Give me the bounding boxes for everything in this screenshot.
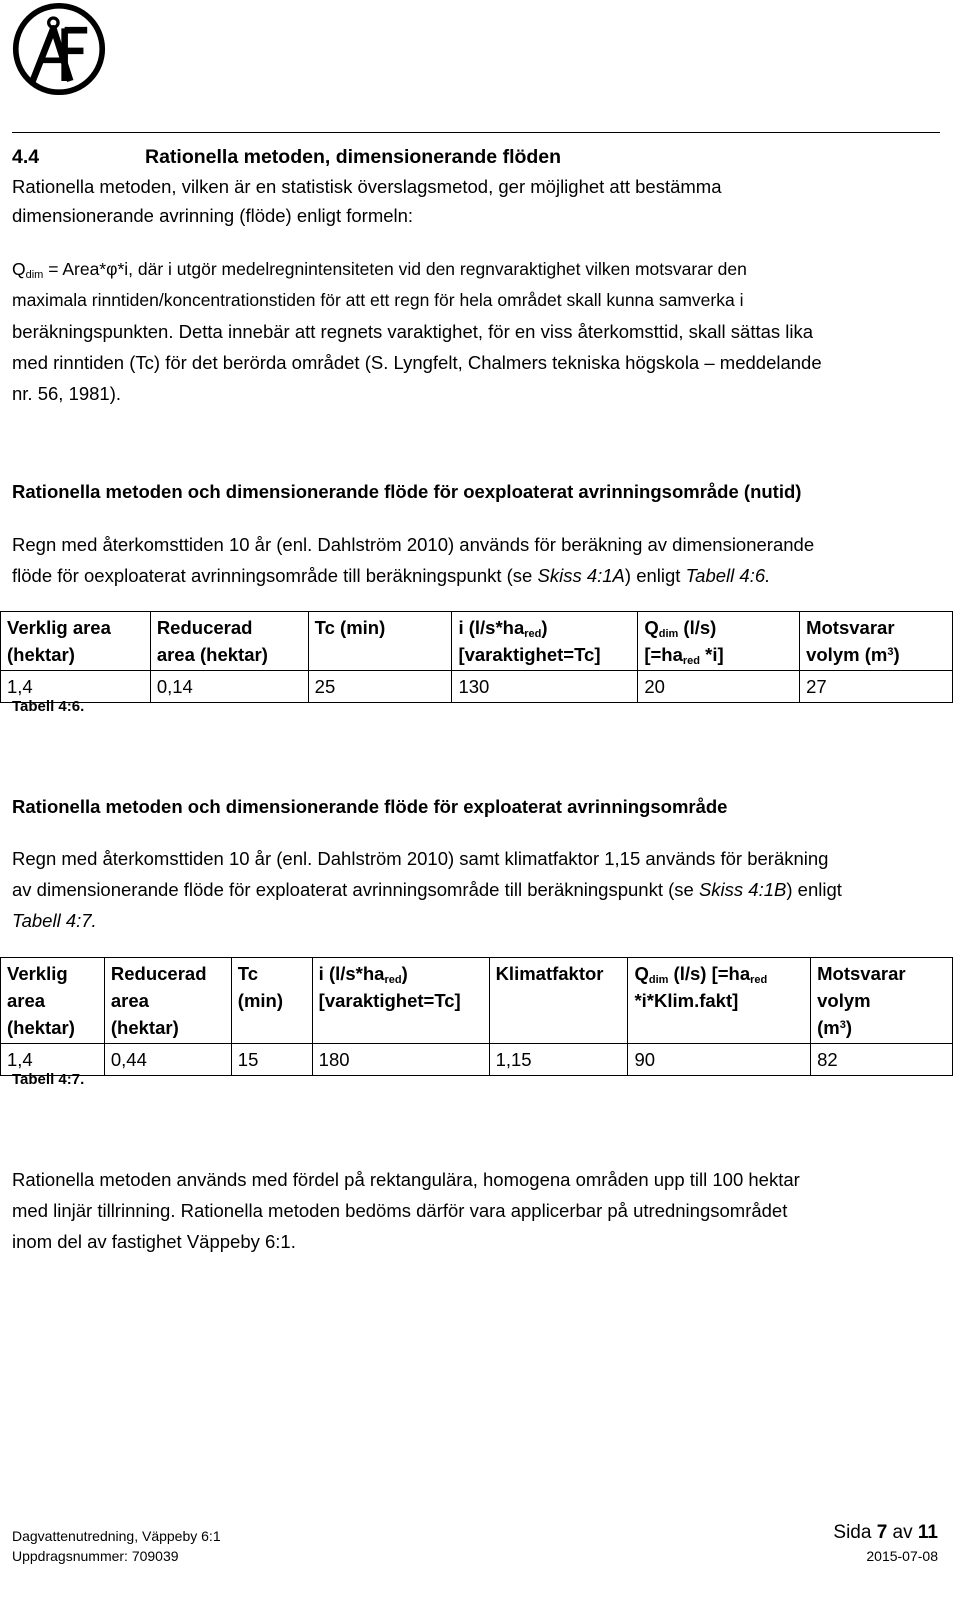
footer-assignment: Uppdragsnummer: 709039 xyxy=(12,1548,179,1564)
formula-q-sub: dim xyxy=(25,269,44,281)
conclusion-line-3: inom del av fastighet Väppeby 6:1. xyxy=(12,1231,296,1252)
footer-page-number: Sida 7 av 11 xyxy=(833,1522,938,1543)
exploited-line-1: Regn med återkomsttiden 10 år (enl. Dahlström 2010) samt klimatfaktor 1,15 används för beräkning xyxy=(12,848,829,869)
section-title: Rationella metoden, dimensionerande flöden xyxy=(145,146,562,168)
header-cell: Klimatfaktor xyxy=(489,958,628,1044)
header-cell: Reducerad area (hektar) xyxy=(150,612,308,671)
table-header-row xyxy=(1,958,953,1044)
formula-q: Q xyxy=(12,259,26,279)
table-cell: 25 xyxy=(308,671,452,703)
para-line-4: med rinntiden (Tc) för det berörda området (S. Lyngfelt, Chalmers tekniska högskola – meddelande xyxy=(12,352,822,373)
table-header-row xyxy=(1,612,953,671)
table-row xyxy=(1,671,953,703)
header-cell: $Q_{dim}$ (l/s) [$=ha_{red}$ *i*Klim.fakt] xyxy=(628,958,811,1044)
table-cell: 180 xyxy=(312,1044,489,1076)
table-ref: Tabell 4:7. xyxy=(12,910,97,931)
header-cell: Reducerad area (hektar) xyxy=(104,958,231,1044)
footer-doc-title: Dagvattenutredning, Väppeby 6:1 xyxy=(12,1528,221,1544)
table-4-7 xyxy=(0,957,953,1076)
section-number: 4.4 xyxy=(12,146,40,168)
intro-line-2: dimensionerande avrinning (flöde) enligt formeln: xyxy=(12,205,414,226)
table-cell: 0,14 xyxy=(150,671,308,703)
exploited-line-2: av dimensionerande flöde för exploaterat avrinningsområde till beräkningspunkt (se Skiss 4:1B) enligt xyxy=(12,879,842,900)
para-line-5: nr. 56, 1981). xyxy=(12,383,122,404)
intro-paragraph xyxy=(12,172,942,230)
section-heading xyxy=(12,146,561,169)
table-4-6-caption: Tabell 4:6. xyxy=(12,698,85,715)
conclusion-paragraph xyxy=(12,1164,942,1257)
sketch-ref: Skiss 4:1A xyxy=(537,565,625,586)
footer-date: 2015-07-08 xyxy=(866,1548,938,1564)
table-cell: 1,15 xyxy=(489,1044,628,1076)
header-cell: Verklig area (hektar) xyxy=(1,612,151,671)
header-rule xyxy=(12,132,940,133)
header-cell: Verklig area (hektar) xyxy=(1,958,105,1044)
method-paragraph xyxy=(12,316,942,409)
table-row xyxy=(1,1044,953,1076)
af-logo xyxy=(12,2,106,96)
intro-line-1: Rationella metoden, vilken är en statistisk överslagsmetod, ger möjlighet att bestämma xyxy=(12,176,722,197)
unexploited-paragraph xyxy=(12,529,942,591)
formula-rest: = Area*φ*i, där i utgör medelregnintensiteten vid den regnvaraktighet vilken motsvarar den xyxy=(43,259,747,279)
table-4-7-caption: Tabell 4:7. xyxy=(12,1071,85,1088)
table-cell: 20 xyxy=(638,671,800,703)
header-cell: Motsvarar volym $(m^3)$ xyxy=(800,612,953,671)
conclusion-line-1: Rationella metoden används med fördel på rektangulära, homogena områden upp till 100 hektar xyxy=(12,1169,800,1190)
para-line-3: beräkningspunkten. Detta innebär att regnets varaktighet, för en viss återkomsttid, skall sättas lika xyxy=(12,321,814,342)
header-cell: Motsvarar volym $(m^3)$ xyxy=(811,958,953,1044)
formula-line xyxy=(12,254,942,285)
table-cell: 82 xyxy=(811,1044,953,1076)
sketch-ref: Skiss 4:1B xyxy=(698,879,787,900)
table-ref: Tabell 4:6. xyxy=(685,565,771,586)
exploited-paragraph xyxy=(12,843,942,936)
table-cell: 0,44 xyxy=(104,1044,231,1076)
exploited-heading: Rationella metoden och dimensionerande flöde för exploaterat avrinningsområde xyxy=(12,796,728,817)
header-cell: $Q_{dim}$ (l/s) [$=ha_{red}$ *i] xyxy=(638,612,800,671)
formula-paragraph xyxy=(12,254,942,316)
table-cell: 130 xyxy=(452,671,638,703)
unexploited-heading: Rationella metoden och dimensionerande flöde för oexploaterat avrinningsområde (nutid) xyxy=(12,481,802,502)
table-cell: 15 xyxy=(231,1044,312,1076)
table-cell: 1,4 xyxy=(1,671,151,703)
table-cell: 90 xyxy=(628,1044,811,1076)
header-cell: Tc (min) xyxy=(308,612,452,671)
conclusion-line-2: med linjär tillrinning. Rationella metoden bedöms därför vara applicerbar på utredningsområdet xyxy=(12,1200,788,1221)
table-cell: 27 xyxy=(800,671,953,703)
unexploited-line-1: Regn med återkomsttiden 10 år (enl. Dahlström 2010) används för beräkning av dimensionerande xyxy=(12,534,815,555)
header-cell: i $(l/s*ha_{red})$ [varaktighet=Tc] xyxy=(312,958,489,1044)
header-cell: Tc (min) xyxy=(231,958,312,1044)
table-4-6 xyxy=(0,611,953,703)
table-cell: 1,4 xyxy=(1,1044,105,1076)
unexploited-line-2: flöde för oexploaterat avrinningsområde till beräkningspunkt (se Skiss 4:1A) enligt Tabell 4:6. xyxy=(12,565,771,586)
header-cell: i $(l/s*ha_{red})$ [varaktighet=Tc] xyxy=(452,612,638,671)
para-line-2: maximala rinntiden/koncentrationstiden för att ett regn för hela området skall kunna samverka i xyxy=(12,290,744,310)
